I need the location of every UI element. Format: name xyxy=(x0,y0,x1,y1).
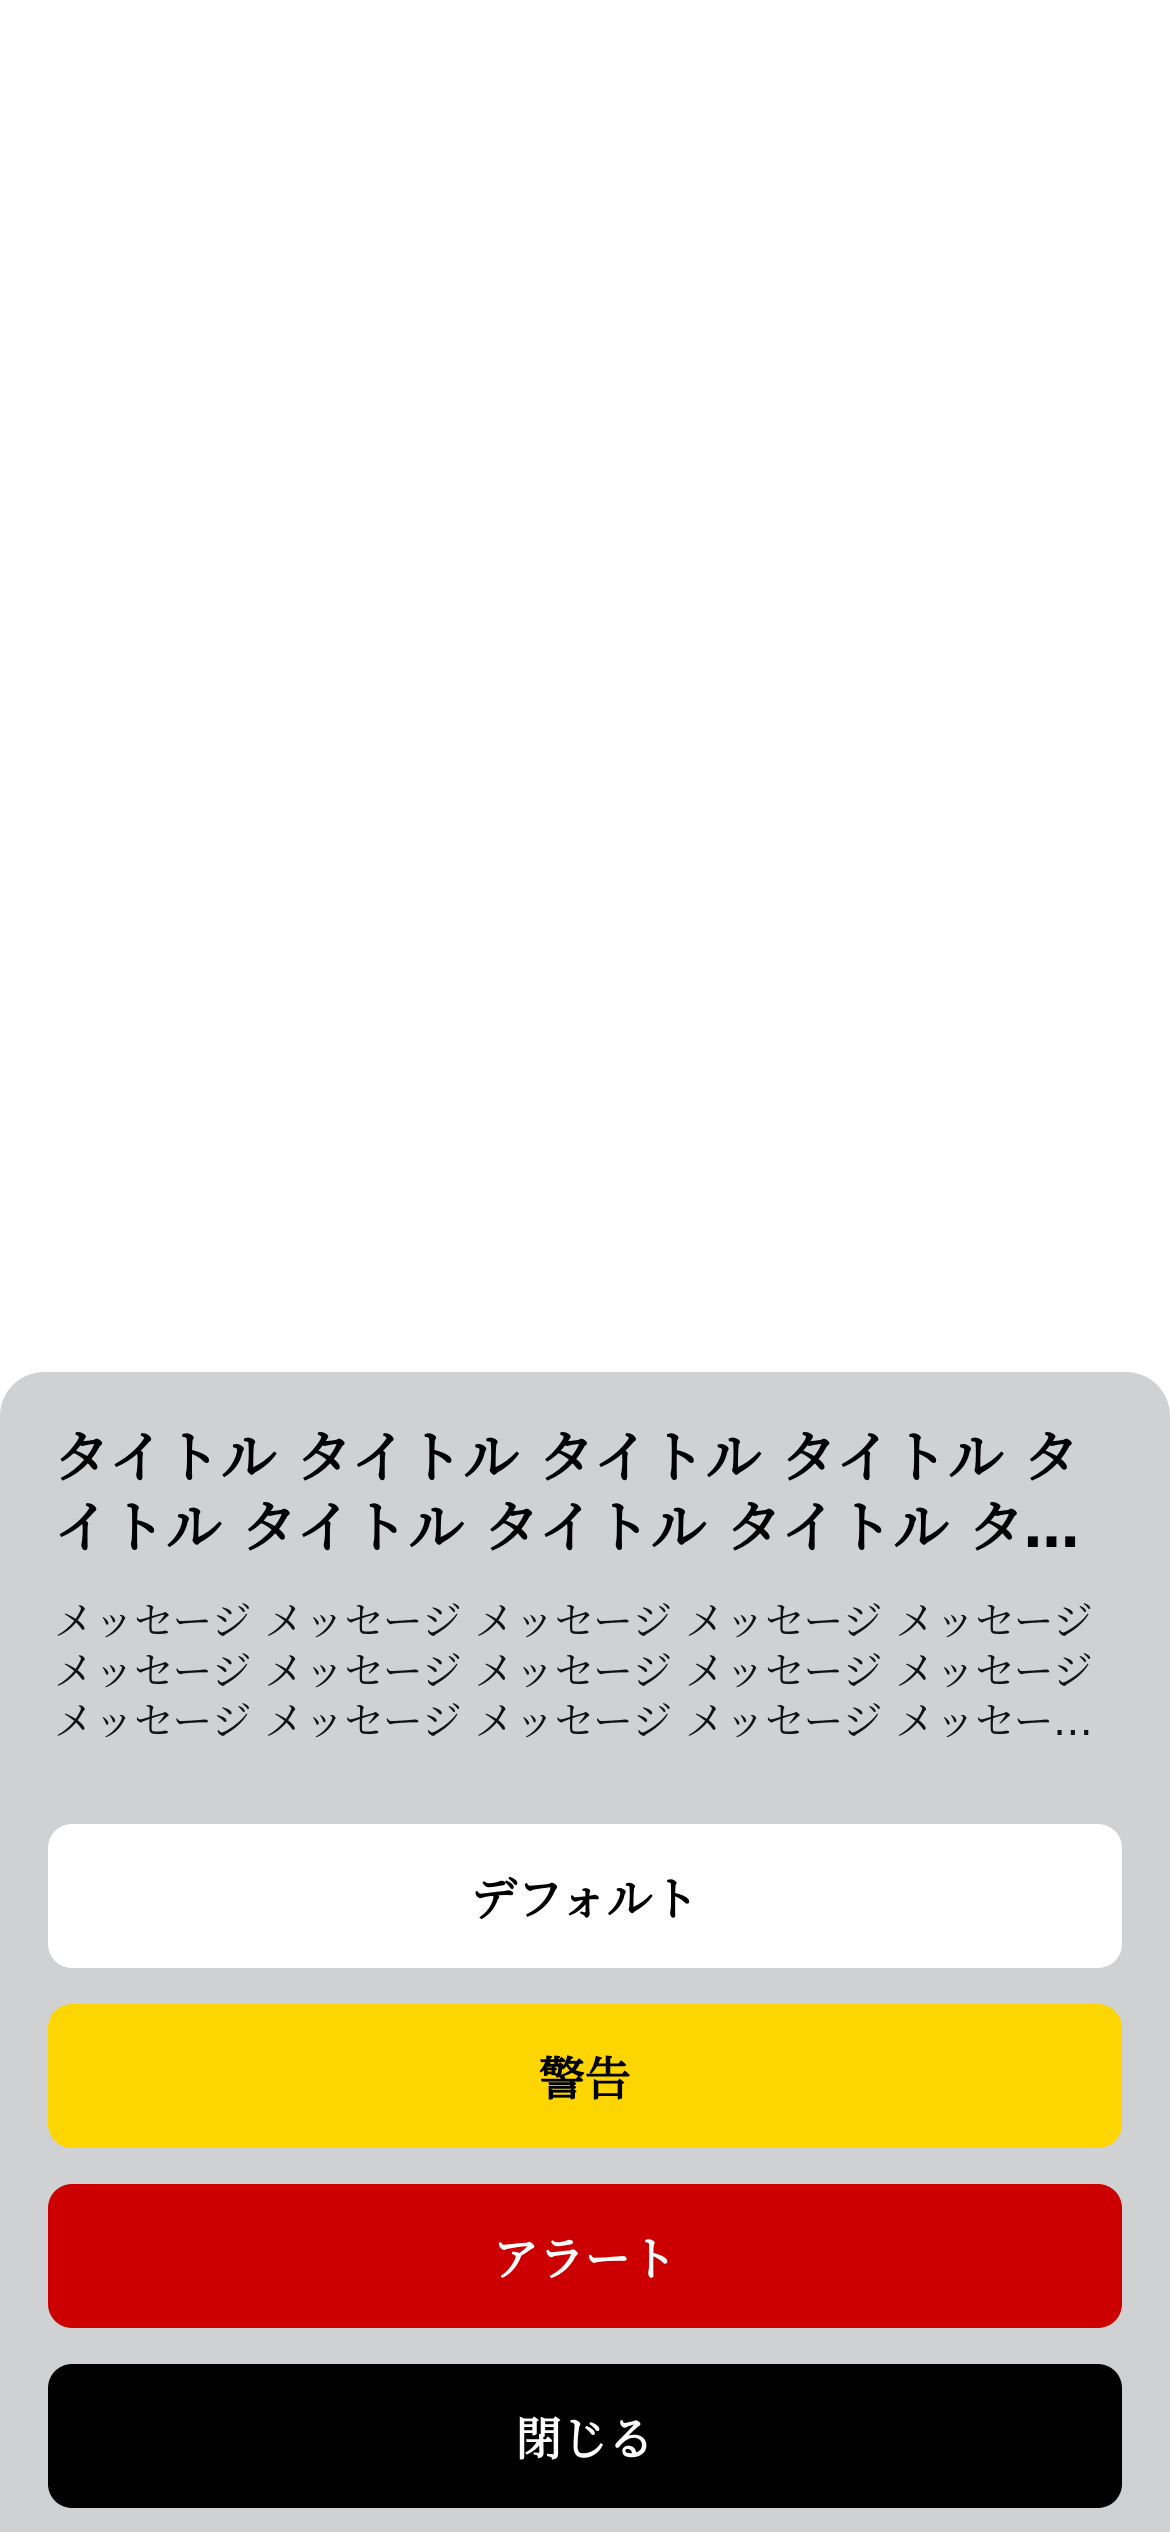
warning-button[interactable]: 警告 xyxy=(48,2004,1122,2148)
sheet-message: メッセージ メッセージ メッセージ メッセージ メッセージ メッセージ メッセージ メッセージ メッセージ メッセージ メッセージ メッセージ メッセージ メッセージ メッセージ xyxy=(54,1599,1093,1745)
close-button[interactable]: 閉じる xyxy=(48,2364,1122,2508)
alert-button[interactable]: アラート xyxy=(48,2184,1122,2328)
sheet-title: タイトル タイトル タイトル タイトル タイトル タイトル タイトル タイトル タイ xyxy=(54,1426,1080,1561)
default-button[interactable]: デフォルト xyxy=(48,1824,1122,1968)
action-sheet xyxy=(0,1372,1170,2532)
